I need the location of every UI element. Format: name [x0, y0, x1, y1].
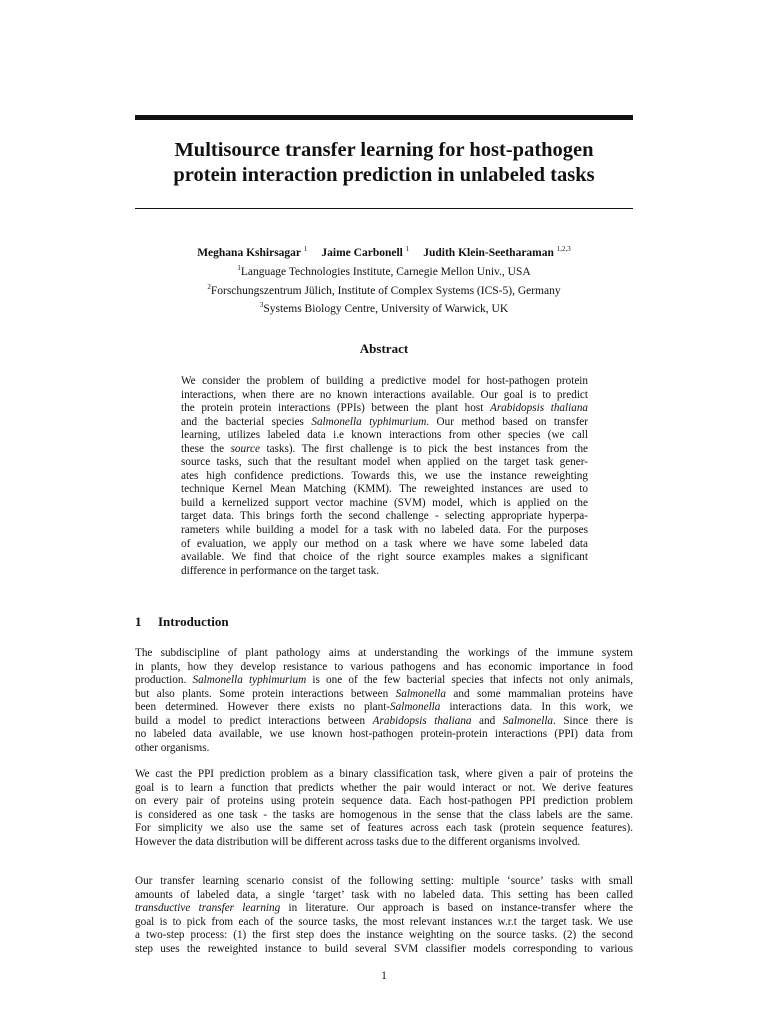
text-run: on every pair of proteins using protein sequence data. Each host-pathogen PPI prediction problem — [135, 795, 633, 808]
text-line — [181, 510, 588, 524]
text-run: Our transfer learning scenario consist of the following setting: multiple ‘source’ tasks with small — [135, 875, 633, 887]
text-run: learning, utilizes labeled data i.e known interactions from other species (we call — [181, 429, 588, 442]
text-line — [181, 524, 588, 538]
text-line — [135, 701, 633, 715]
text-line — [135, 647, 633, 661]
text-run: of evaluation, we apply our method on a task where we have some labeled data — [181, 537, 588, 550]
text-line — [181, 497, 588, 511]
text-run: difference in performance on the target task. — [181, 564, 380, 577]
affiliation-line — [135, 280, 633, 299]
text-run: interactions, when there are no known interactions available. Our goal is to predict — [181, 388, 588, 401]
text-line — [135, 795, 633, 809]
text-line — [135, 822, 633, 836]
text-line — [181, 402, 588, 416]
title-top-rule — [135, 115, 633, 120]
text-run: step uses the reweighted instance to build several SVM classifier models corresponding to various — [135, 942, 633, 955]
text-line — [181, 375, 588, 389]
text-run: and the bacterial species — [181, 415, 312, 428]
affiliation-mark: 3 — [259, 301, 264, 310]
text-line — [135, 889, 633, 903]
text-line — [135, 929, 633, 943]
title-line: protein interaction prediction in unlabeled tasks — [173, 164, 595, 186]
italic-text: Salmonella — [395, 687, 446, 700]
italic-text: source — [230, 442, 260, 455]
text-run: source tasks, such that the resultant model when applied on the target task gener- — [181, 456, 588, 469]
text-run: the protein protein interactions (PPIs) between the plant host — [181, 402, 490, 415]
text-line — [181, 483, 588, 497]
text-line — [135, 768, 633, 782]
text-line — [135, 836, 633, 850]
affiliation-mark: 1 — [237, 263, 241, 272]
italic-text: Arabidopsis thaliana — [372, 714, 472, 727]
title-bottom-rule — [135, 208, 633, 209]
italic-text: Salmonella typhimurium — [192, 674, 307, 687]
text-line — [181, 551, 588, 565]
affiliation-line — [135, 261, 633, 280]
text-run: goal is to learn a function that predicts whether the pair would interact or not. We derive features — [135, 781, 633, 794]
italic-text: Salmonella — [502, 714, 554, 727]
affiliation-text: Systems Biology Centre, University of Warwick, UK — [263, 303, 509, 316]
page-number: 1 — [381, 970, 387, 982]
affiliation-line — [135, 298, 633, 317]
text-line — [181, 389, 588, 403]
text-run: . Since there is — [553, 714, 634, 727]
abstract-text — [181, 375, 588, 578]
text-run: . Our method based on transfer — [426, 415, 588, 428]
section-number: 1 — [135, 614, 142, 629]
section-heading — [135, 614, 229, 630]
text-line — [181, 416, 588, 430]
italic-text: Salmonella typhimurium — [311, 415, 427, 428]
author-affiliation-mark: 1 — [405, 245, 410, 253]
text-line — [135, 943, 633, 957]
italic-text: Salmonella — [390, 701, 441, 714]
text-run: We cast the PPI prediction problem as a binary classification task, where given a pair of proteins the — [135, 768, 633, 780]
text-run: and — [471, 714, 503, 727]
text-run: For simplicity we also use the same set of features across each task (protein sequence features). — [135, 822, 633, 835]
text-run: technique Kernel Mean Matching (KMM). The reweighted instances are used to — [181, 483, 588, 496]
italic-text: Arabidopsis thaliana — [489, 402, 589, 415]
text-line — [135, 715, 633, 729]
text-run: available. We find that choice of the right source examples makes a significant — [181, 551, 588, 564]
text-run: in plants, how they develop resistance to various pathogens and has economic importance in food — [135, 660, 633, 673]
author-name: Judith Klein-Seetharaman — [423, 246, 554, 259]
body-paragraph — [135, 647, 633, 755]
text-run: been determined. However there exists no plant- — [135, 701, 391, 714]
text-run: other organisms. — [135, 741, 210, 754]
abstract-heading: Abstract — [359, 341, 409, 356]
paper-title — [135, 138, 633, 188]
text-line — [181, 429, 588, 443]
text-run: and some mammalian proteins have — [445, 687, 633, 700]
text-run: these the — [181, 442, 231, 455]
text-run: no labeled data available, we use known host-pathogen protein-protein interactions (PPI) data from — [135, 728, 633, 741]
text-line — [135, 728, 633, 742]
author-block — [135, 242, 633, 317]
text-run: ates high confidence predictions. Towards this, we use the instance reweighting — [181, 469, 588, 482]
text-run: rameters while building a model for a task with no labeled data. For the purposes — [181, 524, 588, 537]
affiliation-mark: 2 — [207, 282, 211, 291]
affiliation-text: Language Technologies Institute, Carnegie Mellon Univ., USA — [240, 265, 531, 278]
text-run: interactions data. In this work, we — [440, 701, 633, 714]
author-affiliation-mark: 1 — [303, 245, 308, 253]
author-name: Meghana Kshirsagar — [197, 246, 302, 259]
author-name: Jaime Carbonell — [321, 246, 403, 259]
text-run: The subdiscipline of plant pathology aims at understanding the workings of the immune system — [135, 647, 633, 659]
text-run: We consider the problem of building a predictive model for host-pathogen protein — [181, 375, 588, 387]
text-line — [135, 782, 633, 796]
text-line — [135, 902, 633, 916]
text-run: build a model to predict interactions between — [135, 714, 373, 727]
body-paragraph — [135, 875, 633, 956]
text-line — [181, 470, 588, 484]
text-line — [135, 661, 633, 675]
text-run: tasks). The first challenge is to pick the best instances from the — [260, 442, 588, 455]
text-run: in literature. Our approach is based on instance-transfer where the — [280, 902, 633, 915]
text-line — [181, 443, 588, 457]
author-names — [135, 242, 633, 261]
text-run: but also plants. Some protein interactions between — [135, 687, 396, 700]
text-run: is one of the few bacterial species that infects not only animals, — [306, 674, 633, 687]
author-affiliation-mark: 1,2,3 — [556, 245, 571, 253]
text-line — [135, 809, 633, 823]
text-line — [135, 674, 633, 688]
text-run: However the data distribution will be different across tasks due to the different organisms involved. — [135, 835, 581, 848]
text-line — [181, 538, 588, 552]
italic-text: transductive transfer learning — [135, 902, 281, 915]
text-line — [135, 875, 633, 889]
text-line — [135, 742, 633, 756]
text-run: goal is to pick from each of the source tasks, the most relevant instances w.r.t the target task. We use — [135, 915, 633, 928]
text-line — [135, 916, 633, 930]
text-run: build a kernelized support vector machine (SVM) model, which is applied on the — [181, 496, 588, 509]
text-line — [181, 565, 588, 579]
affiliation-text: Forschungszentrum Jülich, Institute of Complex Systems (ICS-5), Germany — [210, 284, 561, 297]
text-run: amounts of labeled data, a single ‘target’ task with no labeled data. This setting has been called — [135, 888, 633, 901]
text-run: production. — [135, 674, 193, 687]
text-line — [135, 688, 633, 702]
text-run: is considered as one task - the tasks are homogenous in the sense that the class labels are the same. — [135, 808, 633, 821]
text-run: target data. This brings forth the second challenge - selecting appropriate hyperpa- — [181, 510, 588, 523]
section-title: Introduction — [158, 614, 229, 629]
text-line — [181, 456, 588, 470]
title-line: Multisource transfer learning for host-pathogen — [174, 139, 594, 161]
body-paragraph — [135, 768, 633, 849]
text-run: a two-step process: (1) the first step does the instance weighting on the source tasks. (2) the second — [135, 929, 633, 942]
